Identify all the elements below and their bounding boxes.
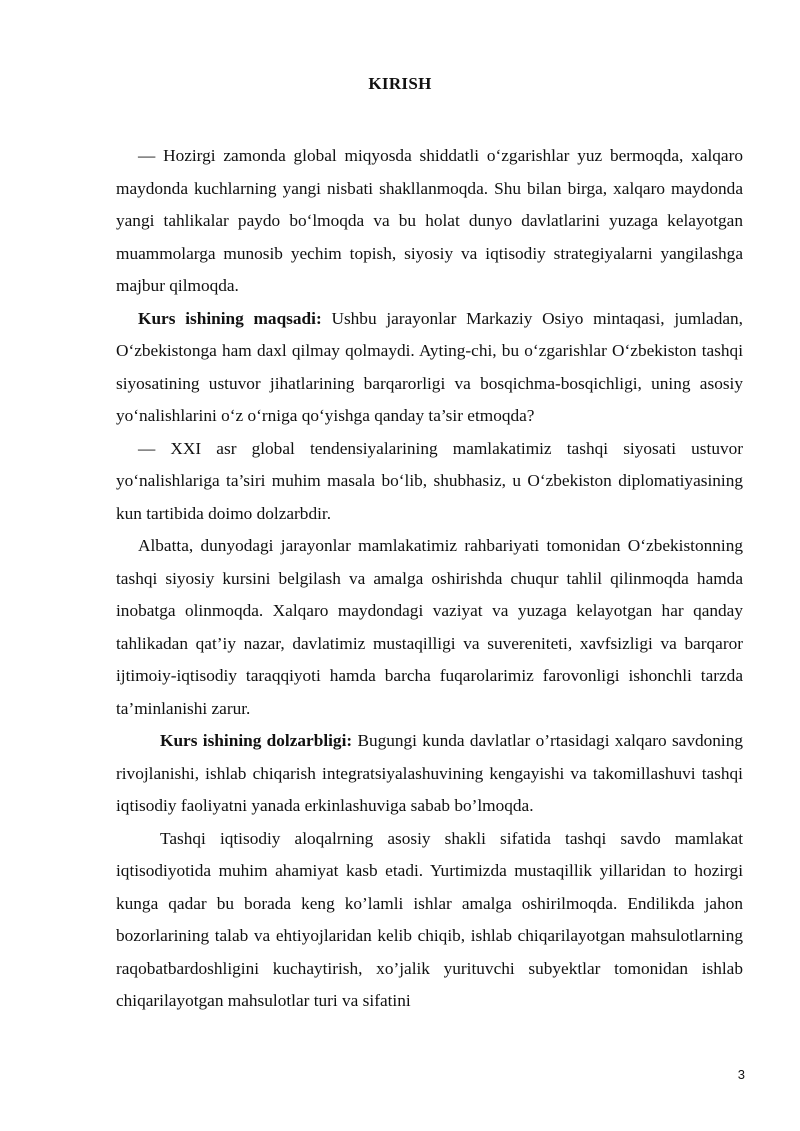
paragraph-lead: Kurs ishining maqsadi: xyxy=(138,308,322,328)
paragraph-lead: Kurs ishining dolzarbligi: xyxy=(160,731,353,750)
page-title: KIRISH xyxy=(368,74,432,93)
paragraph-text: Bugungi kunda davlatlar o’rtasidagi xalqaro savdoning rivojlanishi, ishlab chiqarish integratsiyalashuvining kengayishi va takomillashuvi tashqi iqtisodiy faoliyatni yanada erkinlashuviga sabab bo’lmoqda. xyxy=(116,731,743,815)
paragraph-text: — XXI asr global tendensiyalarining mamlakatimiz tashqi siyosati ustuvor yo‘nalishlariga ta’siri muhim masala bo‘lib, shubhasiz, u O‘zbekiston diplomatiyasining kun tartibida doimo dolzarbdir. xyxy=(116,438,743,523)
paragraph-relevance xyxy=(116,725,743,823)
paragraph-text: — Hozirgi zamonda global miqyosda shiddatli o‘zgarishlar yuz bermoqda, xalqaro maydonda kuchlarning yangi nisbati shakllanmoqda. Shu bilan birga, xalqaro maydonda yangi tahlikalar paydo bo‘lmoqda va bu holat dunyo davlatlarini yuzaga kelayotgan muammolarga munosib yechim topish, siyosiy va iqtisodiy strategiyalarni yangilashga majbur qilmoqda. xyxy=(116,146,743,295)
paragraph-text: Albatta, dunyodagi jarayonlar mamlakatimiz rahbariyati tomonidan O‘zbekistonning tashqi siyosiy kursini belgilash va amalga oshirishda chuqur tahlil qilinmoqda hamda inobatga olinmoqda. Xalqaro maydondagi vaziyat va yuzaga kelayotgan har qanday tahlikadan qat’iy nazar, davlatimiz mustaqilligi va suvereniteti, xavfsizligi va barqaror ijtimoiy-iqtisodiy taraqqiyoti hamda barcha fuqarolarimiz farovonligi ishonchli tarzda ta’minlanishi zarur. xyxy=(116,536,743,718)
paragraph-goal xyxy=(116,303,743,433)
paragraph-text: Tashqi iqtisodiy aloqalrning asosiy shakli sifatida tashqi savdo mamlakat iqtisodiyotida muhim ahamiyat kasb etadi. Yurtimizda mustaqillik yillaridan to hozirgi kunga qadar bu borada keng ko’lamli ishlar amalga oshirilmoqda. Endilikda jahon bozorlarining talab va ehtiyojlaridan kelib chiqib, ishlab chiqarilayotgan mahsulotlarning raqobatbardoshligini kuchaytirish, xo’jalik yurituvchi subyektlar tomonidan ishlab chiqarilayotgan mahsulotlar turi va sifatini xyxy=(116,828,743,1010)
paragraph-text: Ushbu jarayonlar Markaziy Osiyo mintaqasi, jumladan, O‘zbekistonga ham daxl qilmay qolmaydi. Ayting-chi, bu o‘zgarishlar O‘zbekiston tashqi siyosatining ustuvor jihatlarining barqarorligi va bosqichma-bosqichligi, uning asosiy yo‘nalishlarini o‘z o‘rniga qo‘yishga qanday ta’sir etmoqda? xyxy=(116,308,743,425)
paragraph xyxy=(116,530,743,725)
paragraph xyxy=(116,140,743,303)
body-text xyxy=(116,140,743,1018)
paragraph xyxy=(116,433,743,531)
paragraph xyxy=(116,823,743,1018)
page-number: 3 xyxy=(737,1067,745,1082)
